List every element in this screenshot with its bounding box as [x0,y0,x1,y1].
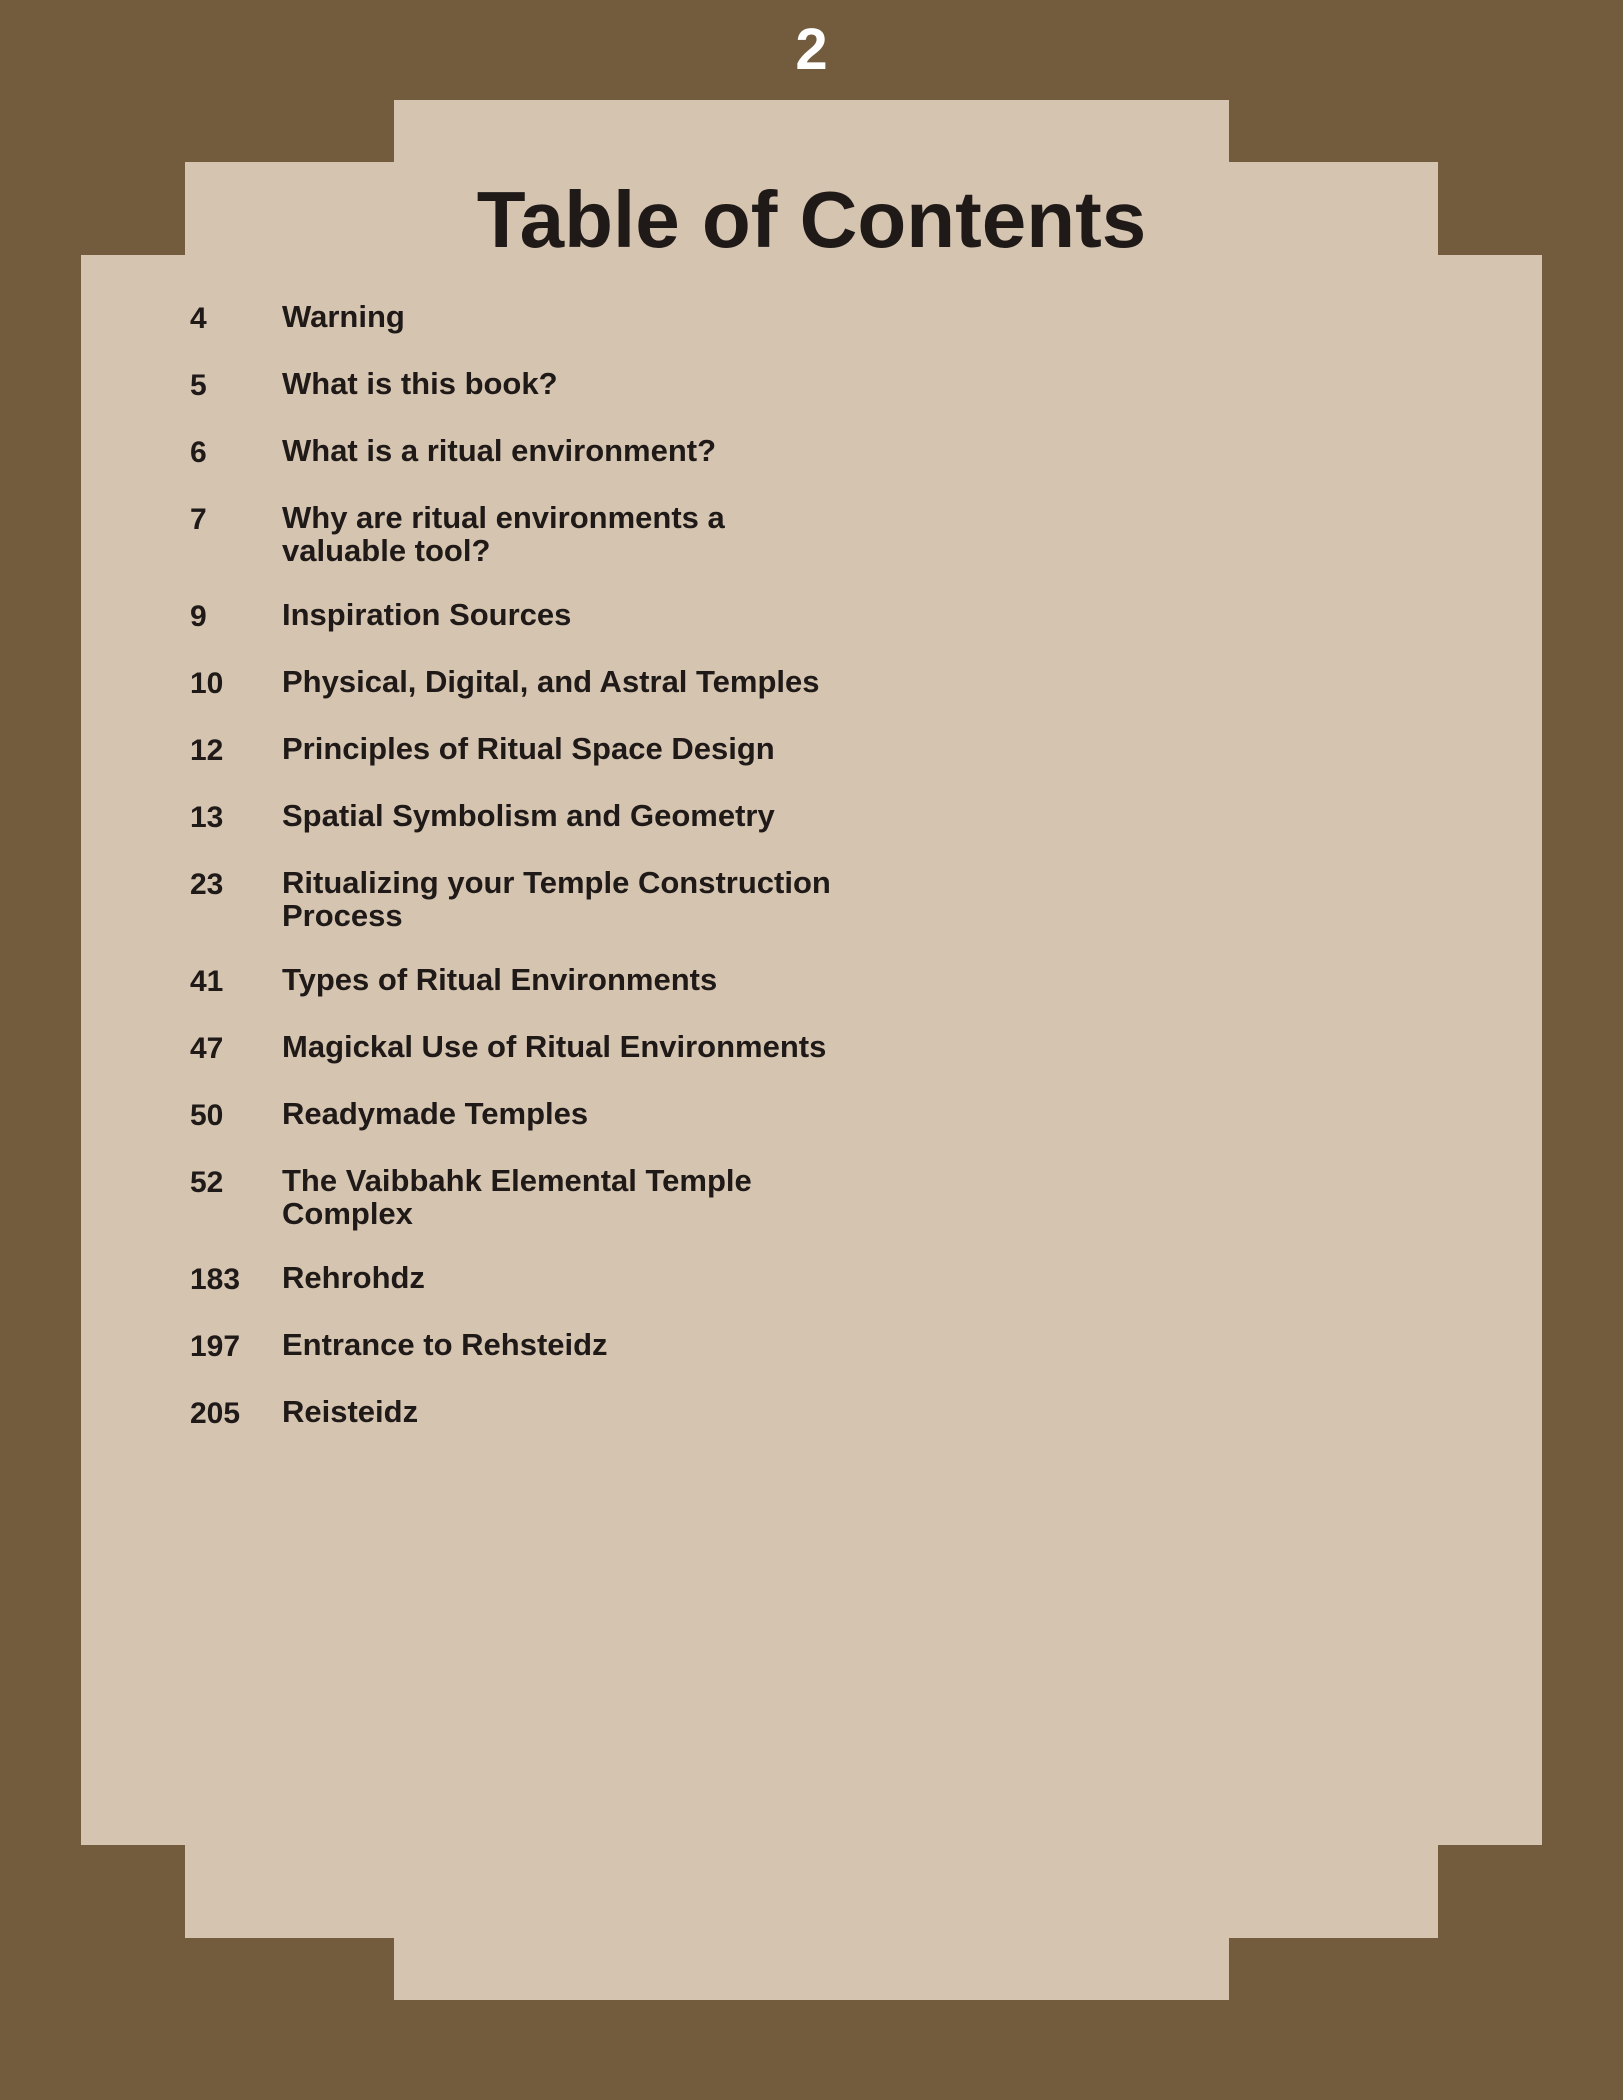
toc-page-number: 52 [190,1166,224,1199]
page-number: 2 [795,17,828,82]
toc-entry-title: Spatial Symbolism and Geometry [282,798,775,833]
toc-page-number: 205 [190,1397,241,1430]
toc-page-number: 4 [190,302,207,335]
toc-entry[interactable] [190,300,910,336]
toc-entry-title: Reisteidz [282,1394,419,1429]
toc-entry-title: Warning [282,299,405,334]
toc-entry[interactable] [190,367,910,403]
toc-entry-title: Ritualizing your Temple Construction Process [282,865,831,933]
toc-entry-title: Inspiration Sources [282,597,572,632]
toc-entry-title: Rehrohdz [282,1260,425,1295]
toc-page-number: 12 [190,734,224,767]
toc-entry-title: Entrance to Rehsteidz [282,1327,608,1362]
toc-entry[interactable] [190,501,910,567]
toc-entry-title: Readymade Temples [282,1096,589,1131]
toc-page-number: 47 [190,1032,224,1065]
toc-entry-title: The Vaibbahk Elemental Temple Complex [282,1163,752,1231]
toc-page-number: 9 [190,600,207,633]
toc-page-number: 6 [190,436,207,469]
toc-entry-title: What is a ritual environment? [282,433,717,468]
toc-entry[interactable] [190,598,910,634]
toc-page-number: 183 [190,1263,241,1296]
toc-page-number: 23 [190,868,224,901]
toc-entry-title: Types of Ritual Environments [282,962,718,997]
toc-entry[interactable] [190,1395,910,1431]
toc-page-number: 41 [190,965,224,998]
toc-page-number: 7 [190,503,207,536]
toc-entry-title: Physical, Digital, and Astral Temples [282,664,820,699]
toc-page-number: 13 [190,801,224,834]
toc-page-number: 50 [190,1099,224,1132]
page-title: Table of Contents [476,175,1147,264]
toc-page-number: 5 [190,369,207,402]
toc-entry-title: Principles of Ritual Space Design [282,731,775,766]
toc-entry[interactable] [190,799,910,835]
toc-entry[interactable] [190,665,910,701]
toc-page-number: 197 [190,1330,241,1363]
toc-entry[interactable] [190,1030,910,1066]
toc-entry-title: Why are ritual environments a valuable tool? [282,500,725,568]
toc-entry-title: What is this book? [282,366,558,401]
toc-entry[interactable] [190,963,910,999]
toc-entry[interactable] [190,866,910,932]
toc-entry[interactable] [190,1328,910,1364]
toc-entry[interactable] [190,1164,910,1230]
toc-entry[interactable] [190,732,910,768]
toc-entry-title: Magickal Use of Ritual Environments [282,1029,827,1064]
toc-entry[interactable] [190,1261,910,1297]
toc-list [190,300,910,1462]
toc-entry[interactable] [190,434,910,470]
toc-entry[interactable] [190,1097,910,1133]
toc-page-number: 10 [190,667,224,700]
